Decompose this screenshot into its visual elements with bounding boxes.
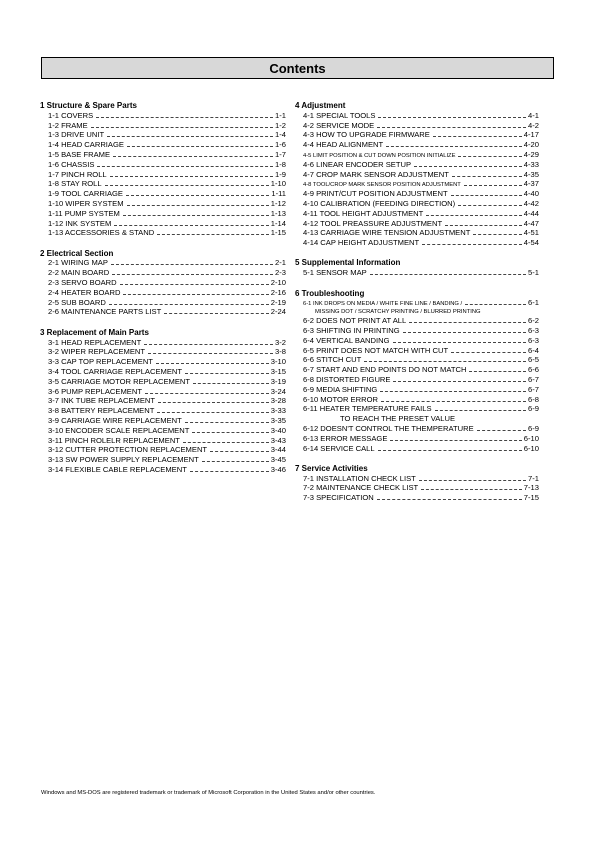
toc-entry[interactable] — [40, 465, 286, 475]
dot-leader — [386, 146, 522, 147]
toc-entry-page: 2-1 — [275, 258, 286, 268]
toc-entry-page: 6-9 — [528, 404, 539, 414]
toc-entry[interactable] — [295, 385, 539, 395]
toc-entry-page: 1-11 — [271, 189, 286, 199]
dot-leader — [377, 127, 526, 128]
toc-left-column — [40, 101, 286, 485]
toc-entry-page: 6-9 — [528, 423, 539, 433]
toc-entry-page: 3-24 — [270, 386, 286, 396]
toc-entry[interactable] — [295, 483, 539, 493]
toc-entry-page: 4-42 — [523, 198, 539, 208]
toc-entry-label: 3-5 CARRIAGE MOTOR REPLACEMENT — [48, 376, 191, 386]
toc-entry-page: 2-10 — [270, 278, 286, 288]
toc-entry-label: 4-9 PRINT/CUT POSITION ADJUSTMENT — [303, 189, 448, 199]
toc-entry-page: 2-24 — [270, 307, 286, 317]
dot-leader — [409, 322, 526, 323]
toc-entry-label: 4-10 CALIBRATION (FEEDING DIRECTION) — [303, 198, 456, 208]
section-title: 4 Adjustment — [295, 101, 346, 110]
toc-entry[interactable] — [40, 150, 286, 160]
dot-leader — [421, 489, 522, 490]
toc-entry-page: 3-45 — [270, 455, 286, 465]
toc-entry[interactable] — [40, 209, 286, 219]
toc-entry-label: 4-7 CROP MARK SENSOR ADJUSTMENT — [303, 169, 449, 179]
toc-entry[interactable] — [295, 365, 539, 375]
toc-entry-page: 4-51 — [523, 228, 539, 238]
dot-leader — [393, 342, 527, 343]
dot-leader — [105, 185, 269, 186]
toc-entry[interactable] — [295, 444, 539, 454]
toc-entry[interactable] — [295, 375, 539, 385]
dot-leader — [127, 146, 273, 147]
dot-leader — [193, 383, 269, 384]
toc-entry-label: 3-10 ENCODER SCALE REPLACEMENT — [48, 425, 190, 435]
toc-entry-label: 4-11 TOOL HEIGHT ADJUSTMENT — [303, 208, 424, 218]
toc-entry-page: 5-1 — [528, 268, 539, 278]
toc-entry-page: 7-1 — [528, 473, 539, 483]
dot-leader — [451, 195, 522, 196]
toc-entry[interactable] — [295, 316, 539, 326]
toc-entry[interactable] — [40, 258, 286, 268]
toc-entry-page: 3-35 — [270, 415, 286, 425]
dot-leader — [158, 402, 269, 403]
toc-entry[interactable] — [295, 111, 539, 121]
section-title: 7 Service Activities — [295, 463, 368, 473]
dot-leader — [414, 166, 522, 167]
toc-entry[interactable] — [40, 436, 286, 446]
toc-entry-label: 3-8 BATTERY REPLACEMENT — [48, 406, 155, 416]
toc-entry-page: 6-1 — [528, 298, 539, 308]
toc-entry-page: 1-8 — [275, 159, 286, 169]
toc-entry-page: 4-17 — [523, 130, 539, 140]
section-title: 6 Troubleshooting — [295, 288, 365, 298]
contents-title-box — [41, 57, 554, 79]
toc-entry-label: 6-1 INK DROPS ON MEDIA / WHITE FINE LINE / BANDING / — [303, 301, 463, 308]
section-title: 3 Replacement of Main Parts — [40, 327, 149, 337]
toc-entry-page: 7-15 — [523, 493, 539, 503]
dot-leader — [144, 344, 273, 345]
toc-entry-page: 1-9 — [275, 169, 286, 179]
toc-entry-label: 7-3 SPECIFICATION — [303, 493, 374, 503]
dot-leader — [370, 274, 526, 275]
toc-entry[interactable] — [40, 288, 286, 298]
toc-entry-label: 4-12 TOOL PREASSURE ADJUSTMENT — [303, 218, 443, 228]
dot-leader — [458, 156, 521, 157]
section-title: 2 Electrical Section — [40, 248, 114, 258]
toc-entry-label: 1-10 WIPER SYSTEM — [48, 198, 124, 208]
toc-entry-label: 1-7 PINCH ROLL — [48, 169, 107, 179]
toc-entry-continuation: TO REACH THE PRESET VALUE — [340, 414, 456, 424]
toc-entry-label: 1-12 INK SYSTEM — [48, 218, 112, 228]
dot-leader — [465, 304, 526, 305]
toc-entry-label: 3-6 PUMP REPLACEMENT — [48, 386, 142, 396]
toc-entry-page: 7-13 — [523, 483, 539, 493]
toc-entry-label: 7-1 INSTALLATION CHECK LIST — [303, 473, 416, 483]
toc-entry-label: 5-1 SENSOR MAP — [303, 268, 367, 278]
toc-entry-label: 3-3 CAP TOP REPLACEMENT — [48, 357, 153, 367]
toc-entry-page: 4-35 — [523, 169, 539, 179]
toc-entry-page: 1-1 — [275, 110, 286, 120]
toc-entry[interactable] — [295, 346, 539, 356]
toc-entry-label: 4-8 TOOL/CROP MARK SENSOR POSITION ADJUSTMENT — [303, 182, 461, 189]
dot-leader — [378, 450, 522, 451]
toc-entry-label: 1-1 COVERS — [48, 110, 94, 120]
toc-entry-label: 1-13 ACCESSORIES & STAND — [48, 228, 155, 238]
toc-entry-page: 6-3 — [528, 325, 539, 335]
dot-leader — [419, 480, 526, 481]
toc-entry-page: 4-20 — [523, 140, 539, 150]
trademark-footnote: Windows and MS-DOS are registered trademark or trademark of Microsoft Corporation in the United States and/or other countries. — [41, 790, 376, 796]
toc-entry-page: 3-40 — [270, 425, 286, 435]
toc-entry[interactable] — [295, 424, 539, 434]
toc-entry[interactable] — [295, 395, 539, 405]
toc-entry-label: 6-13 ERROR MESSAGE — [303, 433, 388, 443]
toc-entry-label: 2-5 SUB BOARD — [48, 297, 106, 307]
dot-leader — [464, 185, 522, 186]
dot-leader — [473, 234, 521, 235]
toc-entry-label: 6-6 STITCH CUT — [303, 355, 362, 365]
dot-leader — [127, 205, 269, 206]
toc-entry-page: 4-29 — [523, 149, 539, 159]
toc-entry[interactable] — [295, 238, 539, 248]
dot-leader — [433, 136, 522, 137]
toc-entry-label: 6-14 SERVICE CALL — [303, 443, 375, 453]
dot-leader — [97, 166, 273, 167]
toc-section — [295, 101, 539, 248]
toc-entry[interactable] — [295, 219, 539, 229]
toc-entry-label: 1-5 BASE FRAME — [48, 149, 111, 159]
dot-leader — [185, 422, 269, 423]
dot-leader — [145, 393, 269, 394]
toc-entry[interactable] — [295, 130, 539, 140]
toc-entry-label: 1-11 PUMP SYSTEM — [48, 208, 120, 218]
toc-entry[interactable] — [40, 387, 286, 397]
section-title: 5 Supplemental Information — [295, 258, 401, 268]
toc-entry[interactable] — [40, 377, 286, 387]
toc-entry-page: 1-13 — [270, 208, 286, 218]
dot-leader — [183, 442, 269, 443]
toc-entry-page: 3-28 — [270, 396, 286, 406]
toc-entry-label: 6-2 DOES NOT PRINT AT ALL — [303, 316, 407, 326]
toc-entry[interactable] — [295, 434, 539, 444]
toc-entry[interactable] — [40, 140, 286, 150]
toc-entry-page: 2-3 — [275, 268, 286, 278]
toc-entry-page: 4-33 — [523, 159, 539, 169]
toc-entry-page: 1-14 — [270, 218, 286, 228]
toc-entry[interactable] — [295, 326, 539, 336]
toc-entry-label: 4-5 LIMIT POSITION & CUT DOWN POSITION INITIALIZE — [303, 152, 456, 159]
toc-section — [40, 328, 286, 475]
toc-entry-page: 3-44 — [270, 445, 286, 455]
dot-leader — [435, 410, 526, 411]
toc-entry[interactable] — [40, 130, 286, 140]
toc-section — [295, 289, 539, 454]
dot-leader — [157, 412, 268, 413]
toc-entry[interactable] — [40, 121, 286, 131]
dot-leader — [202, 461, 269, 462]
toc-entry[interactable] — [40, 111, 286, 121]
toc-entry-page: 4-44 — [523, 208, 539, 218]
toc-entry-page: 6-5 — [528, 355, 539, 365]
toc-section — [40, 101, 286, 238]
toc-entry-page: 3-10 — [270, 357, 286, 367]
toc-entry-label: 4-2 SERVICE MODE — [303, 120, 375, 130]
dot-leader — [377, 499, 522, 500]
toc-entry-label: 3-7 INK TUBE REPLACEMENT — [48, 396, 156, 406]
dot-leader — [113, 156, 273, 157]
toc-entry-page: 4-1 — [528, 110, 539, 120]
dot-leader — [380, 391, 526, 392]
toc-entry-page: 1-15 — [270, 228, 286, 238]
toc-entry[interactable] — [295, 140, 539, 150]
toc-entry[interactable] — [40, 307, 286, 317]
dot-leader — [469, 371, 526, 372]
dot-leader — [107, 136, 273, 137]
dot-leader — [185, 373, 269, 374]
toc-entry-page: 6-4 — [528, 345, 539, 355]
toc-entry-label: 3-4 TOOL CARRIAGE REPLACEMENT — [48, 366, 183, 376]
toc-entry-label: 6-5 PRINT DOES NOT MATCH WITH CUT — [303, 345, 449, 355]
toc-entry[interactable] — [40, 338, 286, 348]
dot-leader — [192, 432, 268, 433]
toc-entry-page: 6-8 — [528, 394, 539, 404]
toc-entry-page: 3-15 — [270, 366, 286, 376]
toc-entry-label: 4-4 HEAD ALIGNMENT — [303, 140, 384, 150]
dot-leader — [164, 313, 269, 314]
toc-section — [295, 258, 539, 278]
dot-leader — [422, 244, 522, 245]
dot-leader — [112, 274, 273, 275]
toc-section — [40, 249, 286, 318]
toc-entry-label: 3-2 WIPER REPLACEMENT — [48, 347, 146, 357]
toc-entry[interactable] — [295, 179, 539, 189]
toc-entry-label: 6-12 DOESN'T CONTROL THE THEMPERATURE — [303, 423, 474, 433]
toc-entry[interactable] — [295, 170, 539, 180]
toc-entry[interactable] — [40, 455, 286, 465]
dot-leader — [148, 353, 273, 354]
dot-leader — [426, 215, 522, 216]
dot-leader — [91, 127, 273, 128]
toc-entry-label: 3-9 CARRIAGE WIRE REPLACEMENT — [48, 415, 182, 425]
dot-leader — [451, 352, 526, 353]
section-title: 1 Structure & Spare Parts — [40, 101, 137, 110]
toc-entry[interactable] — [295, 336, 539, 346]
toc-entry-page: 6-6 — [528, 365, 539, 375]
toc-entry-page: 3-33 — [270, 406, 286, 416]
page-title: Contents — [269, 60, 326, 76]
toc-entry-label: 1-3 DRIVE UNIT — [48, 130, 105, 140]
toc-entry[interactable] — [295, 228, 539, 238]
dot-leader — [190, 471, 269, 472]
toc-entry[interactable] — [40, 416, 286, 426]
dot-leader — [123, 294, 268, 295]
toc-entry[interactable] — [40, 347, 286, 357]
toc-entry[interactable] — [295, 199, 539, 209]
toc-entry-label: 2-2 MAIN BOARD — [48, 268, 110, 278]
toc-entry[interactable] — [40, 396, 286, 406]
toc-entry-page: 3-19 — [270, 376, 286, 386]
toc-entry-page: 1-10 — [270, 179, 286, 189]
toc-entry-label: 3-11 PINCH ROLELR REPLACEMENT — [48, 435, 180, 445]
toc-entry-page: 4-54 — [523, 238, 539, 248]
toc-entry-label: 4-1 SPECIAL TOOLS — [303, 110, 376, 120]
toc-entry-page: 6-10 — [523, 443, 539, 453]
dot-leader — [378, 117, 526, 118]
dot-leader — [111, 264, 273, 265]
toc-entry-label: 4-6 LINEAR ENCODER SETUP — [303, 159, 412, 169]
toc-entry-page: 3-8 — [275, 347, 286, 357]
toc-entry-label: 1-4 HEAD CARRIAGE — [48, 140, 124, 150]
toc-entry-label: 2-1 WIRING MAP — [48, 258, 108, 268]
toc-entry-page: 2-19 — [270, 297, 286, 307]
dot-leader — [477, 430, 526, 431]
toc-entry-page: 1-6 — [275, 140, 286, 150]
toc-entry[interactable] — [40, 228, 286, 238]
dot-leader — [126, 195, 269, 196]
toc-entry-label: 3-14 FLEXIBLE CABLE REPLACEMENT — [48, 464, 187, 474]
toc-entry-page: 4-47 — [523, 218, 539, 228]
toc-entry[interactable] — [295, 355, 539, 365]
toc-entry-label: 3-12 CUTTER PROTECTION REPLACEMENT — [48, 445, 208, 455]
toc-entry[interactable] — [40, 268, 286, 278]
toc-entry-page: 6-2 — [528, 316, 539, 326]
toc-entry-page: 1-7 — [275, 149, 286, 159]
toc-entry-label: 2-4 HEATER BOARD — [48, 287, 121, 297]
toc-entry-continuation: MISSING DOT / SCRATCHY PRINTING / BLURRED PRINTING — [315, 309, 481, 316]
toc-entry[interactable] — [40, 170, 286, 180]
dot-leader — [156, 363, 269, 364]
dot-leader — [390, 440, 521, 441]
toc-entry-label: 2-6 MAINTENANCE PARTS LIST — [48, 307, 162, 317]
toc-entry-label: 6-8 DISTORTED FIGURE — [303, 374, 391, 384]
dot-leader — [393, 381, 526, 382]
toc-entry-label: 6-9 MEDIA SHIFTING — [303, 384, 378, 394]
toc-entry-label: 4-3 HOW TO UPGRADE FIRMWARE — [303, 130, 430, 140]
toc-entry-label: 1-8 STAY ROLL — [48, 179, 102, 189]
dot-leader — [120, 284, 269, 285]
dot-leader — [403, 332, 526, 333]
toc-entry[interactable] — [40, 160, 286, 170]
toc-entry[interactable] — [40, 219, 286, 229]
toc-entry-page: 6-10 — [523, 433, 539, 443]
toc-entry[interactable] — [295, 298, 539, 308]
toc-right-column — [295, 101, 539, 513]
toc-entry-label: 1-2 FRAME — [48, 120, 88, 130]
dot-leader — [109, 304, 269, 305]
toc-entry-label: 6-10 MOTOR ERROR — [303, 394, 378, 404]
toc-entry[interactable] — [40, 189, 286, 199]
dot-leader — [157, 234, 269, 235]
toc-entry-page: 3-43 — [270, 435, 286, 445]
toc-section — [295, 464, 539, 503]
toc-entry-page: 3-2 — [275, 337, 286, 347]
toc-entry[interactable] — [295, 493, 539, 503]
toc-entry-page: 1-4 — [275, 130, 286, 140]
toc-entry[interactable] — [295, 474, 539, 484]
toc-entry-label: 6-11 HEATER TEMPERATURE FAILS — [303, 404, 432, 414]
toc-entry-label: 1-9 TOOL CARRIAGE — [48, 189, 123, 199]
toc-entry-label: 4-14 CAP HEIGHT ADJUSTMENT — [303, 238, 420, 248]
toc-entry-label: 6-7 START AND END POINTS DO NOT MATCH — [303, 365, 467, 375]
toc-entry-label: 4-13 CARRIAGE WIRE TENSION ADJUSTMENT — [303, 228, 471, 238]
dot-leader — [452, 176, 522, 177]
dot-leader — [445, 225, 522, 226]
toc-entry-page: 1-2 — [275, 120, 286, 130]
toc-entry-label: 3-1 HEAD REPLACEMENT — [48, 337, 142, 347]
toc-entry-page: 1-12 — [270, 198, 286, 208]
toc-entry-page: 6-7 — [528, 374, 539, 384]
toc-entry-label: 6-4 VERTICAL BANDING — [303, 335, 390, 345]
toc-entry[interactable] — [40, 179, 286, 189]
toc-entry-page: 6-7 — [528, 384, 539, 394]
toc-entry-page: 4-37 — [523, 179, 539, 189]
dot-leader — [458, 205, 522, 206]
toc-entry[interactable] — [40, 298, 286, 308]
toc-entry-page: 3-46 — [270, 464, 286, 474]
toc-entry-label: 2-3 SERVO BOARD — [48, 278, 117, 288]
toc-entry-page: 2-16 — [270, 287, 286, 297]
toc-entry[interactable] — [40, 199, 286, 209]
dot-leader — [110, 176, 273, 177]
dot-leader — [210, 451, 269, 452]
toc-entry[interactable] — [40, 367, 286, 377]
toc-entry[interactable] — [40, 445, 286, 455]
toc-entry[interactable] — [40, 406, 286, 416]
dot-leader — [364, 361, 526, 362]
toc-entry[interactable] — [295, 268, 539, 278]
dot-leader — [96, 117, 273, 118]
toc-entry-page: 4-40 — [523, 189, 539, 199]
toc-entry[interactable] — [295, 404, 539, 414]
toc-entry[interactable] — [295, 121, 539, 131]
toc-entry-label: 3-13 SW POWER SUPPLY REPLACEMENT — [48, 455, 199, 465]
toc-entry-page: 4-2 — [528, 120, 539, 130]
dot-leader — [114, 225, 268, 226]
toc-entry[interactable] — [295, 150, 539, 160]
toc-entry-label: 6-3 SHIFTING IN PRINTING — [303, 325, 400, 335]
toc-entry[interactable] — [295, 189, 539, 199]
dot-leader — [123, 215, 269, 216]
toc-entry[interactable] — [40, 278, 286, 288]
toc-entry[interactable] — [40, 357, 286, 367]
toc-entry-label: 1-6 CHASSIS — [48, 159, 95, 169]
dot-leader — [381, 401, 526, 402]
toc-entry-page: 6-3 — [528, 335, 539, 345]
toc-entry[interactable] — [40, 426, 286, 436]
toc-entry-label: 7-2 MAINTENANCE CHECK LIST — [303, 483, 419, 493]
toc-entry[interactable] — [295, 209, 539, 219]
